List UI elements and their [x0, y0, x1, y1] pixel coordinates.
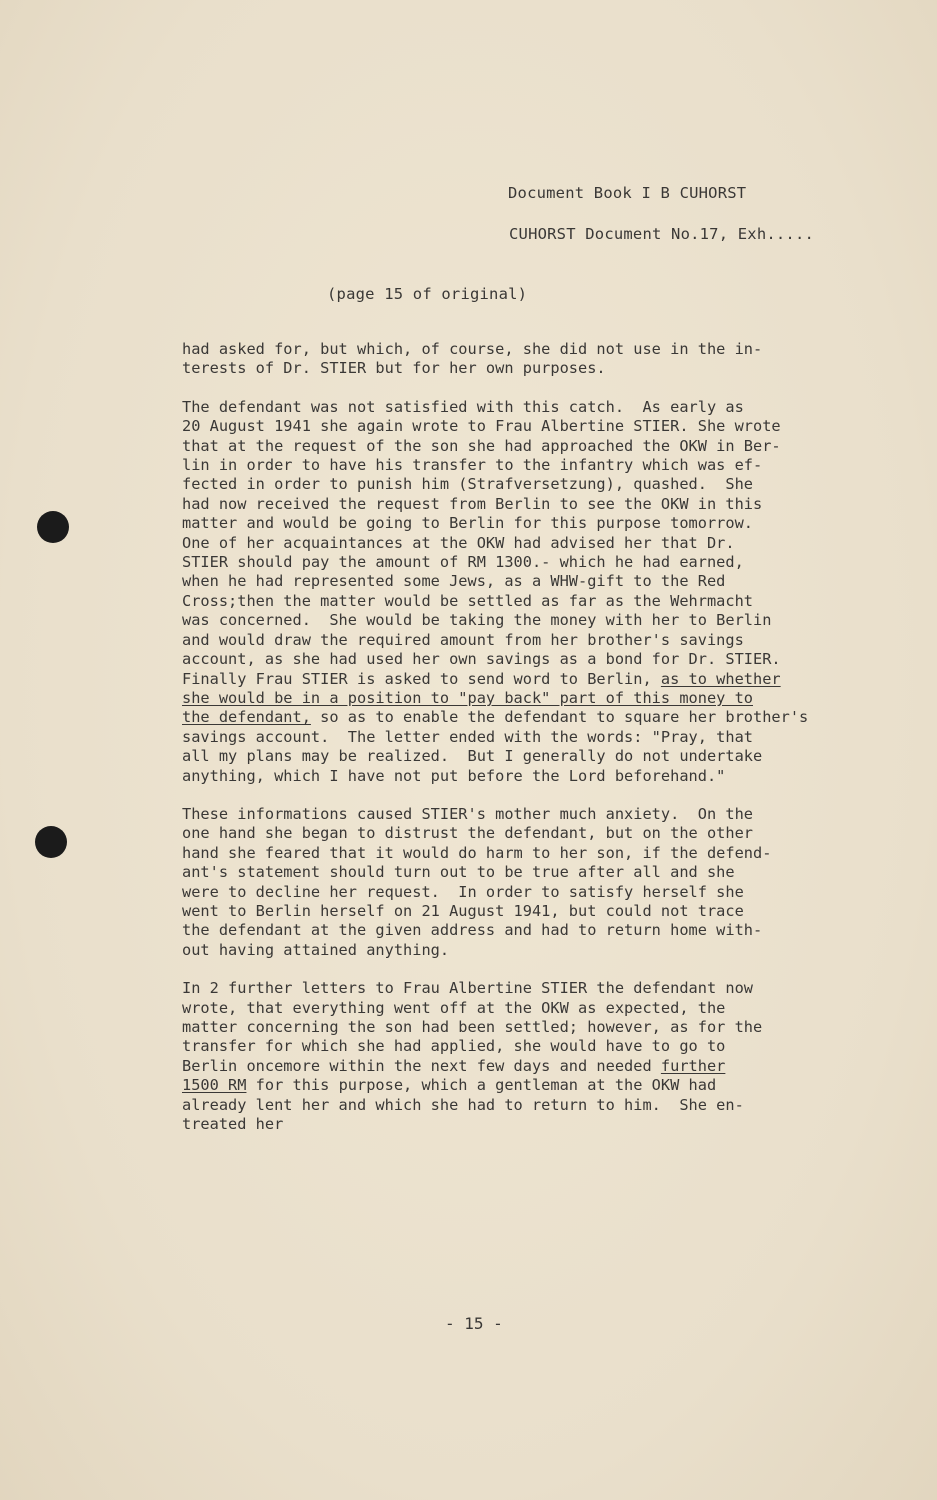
text-segment: for this purpose, which a gentleman at the OKW had [246, 1076, 717, 1095]
text-segment: STIER should pay the amount of RM 1300.- which he had earned, [182, 553, 744, 572]
punch-hole [35, 826, 67, 858]
text-segment: was concerned. She would be taking the money with her to Berlin [182, 611, 772, 630]
text-line [182, 572, 725, 590]
text-line [182, 631, 744, 649]
text-line [182, 456, 762, 474]
text-segment: matter concerning the son had been settled; however, as for the [182, 1018, 763, 1036]
text-line [182, 514, 753, 532]
text-line [182, 475, 753, 493]
text-line [182, 437, 781, 455]
text-segment: Berlin oncemore within the next few days and needed [182, 1056, 661, 1075]
text-segment: went to Berlin herself on 21 August 1941, but could not trace [182, 901, 744, 920]
text-line [182, 650, 781, 668]
body-paragraph [182, 398, 822, 786]
text-line [182, 398, 744, 416]
underlined-text: 1500 RM [182, 1076, 247, 1095]
text-segment: Cross;then the matter would be settled as far as the Wehrmacht [182, 591, 753, 610]
document-body [182, 340, 822, 1153]
text-segment: wrote, that everything went off at the OKW as expected, the [182, 998, 726, 1017]
text-segment: One of her acquaintances at the OKW had advised her that Dr. [182, 533, 735, 552]
document-book-label: Document Book I B CUHORST [508, 184, 747, 202]
text-segment: had now received the request from Berlin to see the OKW in this [182, 494, 763, 513]
text-segment: Finally Frau STIER is asked to send word to Berlin, [182, 669, 661, 688]
underlined-text: further [660, 1056, 726, 1075]
body-paragraph [182, 340, 822, 379]
text-line [182, 863, 735, 881]
text-line [182, 611, 771, 629]
text-line [182, 1037, 725, 1055]
text-segment: The defendant was not satisfied with this catch. As early as [182, 397, 744, 416]
text-line [182, 592, 753, 610]
text-line [182, 824, 753, 842]
text-segment: lin in order to have his transfer to the infantry which was ef- [182, 456, 763, 475]
text-segment: one hand she began to distrust the defendant, but on the other [182, 824, 753, 843]
text-segment: were to decline her request. In order to satisfy herself she [182, 882, 744, 901]
text-segment: account, as she had used her own savings as a bond for Dr. STIER. [182, 650, 781, 669]
text-segment: In 2 further letters to Frau Albertine STIER the defendant now [182, 979, 753, 998]
text-line [182, 747, 762, 765]
text-line [182, 1076, 716, 1094]
text-segment: transfer for which she had applied, she would have to go to [182, 1037, 726, 1056]
text-line [182, 340, 762, 358]
text-line [182, 534, 735, 552]
text-segment: so as to enable the defendant to square her brother's [310, 708, 809, 727]
text-line [182, 359, 606, 377]
text-segment: savings account. The letter ended with the words: "Pray, that [182, 727, 753, 746]
text-segment: hand she feared that it would do harm to her son, if the defend- [182, 843, 772, 862]
text-line [182, 1057, 725, 1075]
text-segment: out having attained anything. [182, 940, 450, 959]
text-line [182, 805, 753, 823]
text-segment: already lent her and which she had to return to him. She en- [182, 1095, 744, 1114]
text-segment: ant's statement should turn out to be true after all and she [182, 863, 735, 882]
text-line [182, 1096, 744, 1114]
text-line [182, 844, 771, 862]
text-segment: all my plans may be realized. But I generally do not undertake [182, 747, 763, 766]
text-line [182, 708, 808, 726]
underlined-text: she would be in a position to "pay back" part of this money to [182, 688, 753, 707]
text-segment: fected in order to punish him (Strafversetzung), quashed. She [182, 475, 753, 494]
text-line [182, 728, 753, 746]
text-segment: the defendant at the given address and had to return home with- [182, 921, 763, 940]
document-number-label: CUHORST Document No.17, Exh..... [509, 225, 815, 243]
original-page-reference: (page 15 of original) [327, 285, 528, 303]
text-line [182, 1115, 283, 1133]
body-paragraph [182, 805, 822, 960]
text-line [182, 670, 781, 688]
text-line [182, 979, 753, 997]
text-line [182, 999, 725, 1017]
text-segment: that at the request of the son she had approached the OKW in Ber- [182, 436, 781, 455]
page-number: - 15 - [445, 1314, 503, 1333]
text-segment: had asked for, but which, of course, she did not use in the in- [182, 340, 763, 358]
underlined-text: the defendant, [182, 708, 311, 727]
text-line [182, 767, 725, 785]
text-line [182, 883, 744, 901]
punch-hole [37, 511, 69, 543]
text-segment: treated her [182, 1115, 284, 1134]
text-segment: These informations caused STIER's mother much anxiety. On the [182, 804, 753, 823]
text-segment: terests of Dr. STIER but for her own purposes. [182, 359, 606, 378]
text-line [182, 1018, 762, 1036]
text-line [182, 417, 781, 435]
text-line [182, 689, 753, 707]
text-line [182, 902, 744, 920]
text-line [182, 941, 449, 959]
text-segment: and would draw the required amount from her brother's savings [182, 630, 744, 649]
text-segment: anything, which I have not put before the Lord beforehand." [182, 766, 726, 785]
body-paragraph [182, 979, 822, 1134]
text-line [182, 553, 744, 571]
text-segment: 20 August 1941 she again wrote to Frau Albertine STIER. She wrote [182, 417, 781, 436]
text-line [182, 921, 762, 939]
text-segment: when he had represented some Jews, as a WHW-gift to the Red [182, 572, 726, 591]
text-line [182, 495, 762, 513]
text-segment: matter and would be going to Berlin for this purpose tomorrow. [182, 514, 753, 533]
underlined-text: as to whether [660, 669, 781, 688]
